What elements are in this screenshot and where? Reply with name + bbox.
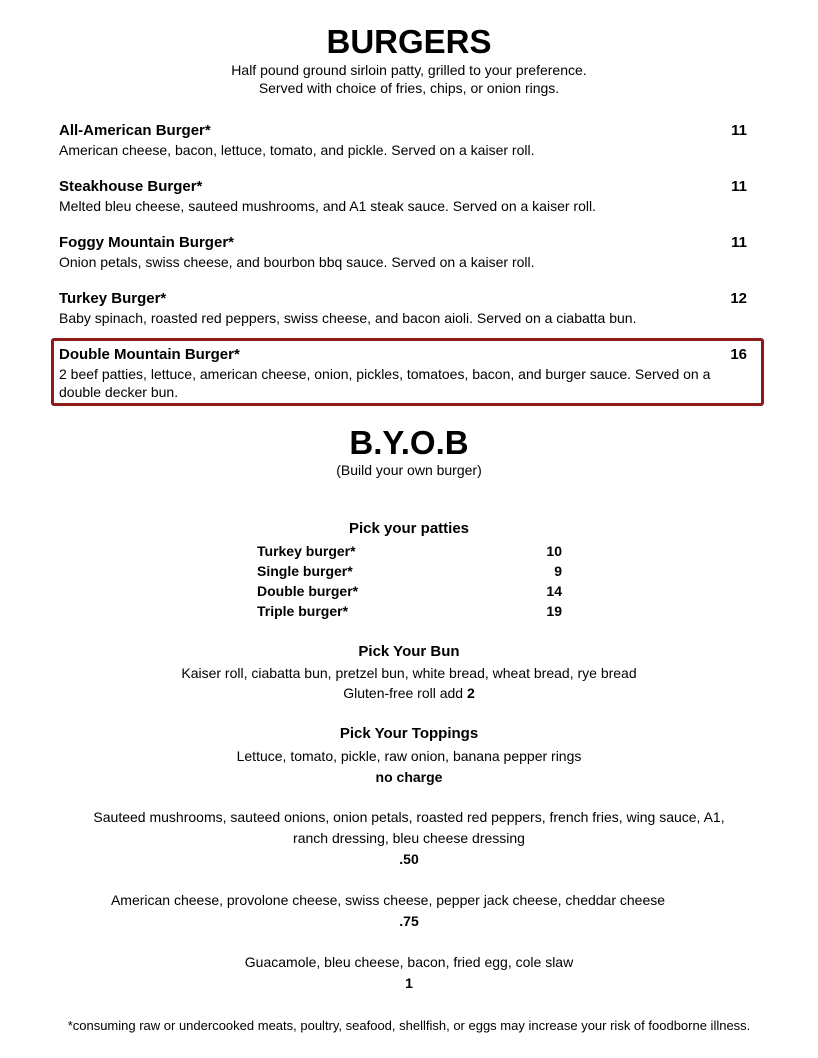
patties-heading: Pick your patties [348, 520, 470, 537]
gluten-free-line [0, 683, 818, 703]
menu-item-turkey [59, 290, 749, 327]
toppings-group-1: Guacamole, bleu cheese, bacon, fried egg, cole slaw [244, 954, 574, 970]
menu-item-name: Turkey Burger* [59, 290, 167, 307]
menu-item-price: 16 [730, 346, 747, 363]
menu-item-foggy-mountain [59, 234, 749, 271]
patty-name: Double burger* [257, 583, 359, 599]
burgers-subtitle [0, 61, 818, 97]
menu-item-desc: Baby spinach, roasted red peppers, swiss cheese, and bacon aioli. Served on a ciabatta bun. [59, 310, 637, 326]
patty-price: 14 [546, 583, 562, 599]
byob-title: B.Y.O.B [349, 424, 469, 461]
menu-item-price: 11 [731, 122, 747, 139]
toppings-group-free: Lettuce, tomato, pickle, raw onion, banana pepper rings [236, 748, 582, 764]
menu-item-double-mountain [59, 346, 749, 401]
toppings-price-free: no charge [375, 769, 443, 785]
bun-heading: Pick Your Bun [358, 643, 460, 660]
bun-options: Kaiser roll, ciabatta bun, pretzel bun, white bread, wheat bread, rye bread [181, 665, 637, 681]
menu-item-desc: American cheese, bacon, lettuce, tomato, and pickle. Served on a kaiser roll. [59, 142, 535, 158]
patty-row [257, 562, 562, 580]
patty-name: Turkey burger* [257, 543, 356, 559]
menu-item-name: Double Mountain Burger* [59, 346, 240, 363]
burgers-title: BURGERS [326, 23, 492, 60]
toppings-price-1: 1 [405, 975, 413, 991]
menu-item-desc: Melted bleu cheese, sauteed mushrooms, and A1 steak sauce. Served on a kaiser roll. [59, 198, 596, 214]
patty-price: 9 [554, 563, 562, 579]
patty-price: 10 [546, 543, 562, 559]
gluten-free-price: 2 [466, 685, 475, 701]
patty-row [257, 542, 562, 560]
burgers-subtitle-line1: Half pound ground sirloin patty, grilled to your preference. [231, 62, 587, 78]
menu-item-desc: Onion petals, swiss cheese, and bourbon bbq sauce. Served on a kaiser roll. [59, 254, 535, 270]
toppings-heading: Pick Your Toppings [339, 725, 479, 742]
menu-item-steakhouse [59, 178, 749, 215]
toppings-group-50-line2: ranch dressing, bleu cheese dressing [293, 830, 525, 846]
burgers-subtitle-line2: Served with choice of fries, chips, or onion rings. [258, 80, 560, 96]
menu-item-name: Steakhouse Burger* [59, 178, 203, 195]
patty-row [257, 602, 562, 620]
menu-item-price: 11 [731, 234, 747, 251]
menu-item-price: 12 [730, 290, 747, 307]
menu-item-all-american [59, 122, 749, 159]
byob-subtitle: (Build your own burger) [336, 462, 482, 478]
patty-row [257, 582, 562, 600]
toppings-group-50: Sauteed mushrooms, sauteed onions, onion petals, roasted red peppers, french fries, wing sauce, A1, [93, 809, 725, 825]
toppings-price-75: .75 [399, 913, 419, 929]
menu-item-desc: 2 beef patties, lettuce, american cheese, onion, pickles, tomatoes, bacon, and burger sauce. Served on a double decker bun. [59, 366, 711, 400]
toppings-group-75: American cheese, provolone cheese, swiss cheese, pepper jack cheese, cheddar cheese [110, 892, 666, 908]
menu-item-name: Foggy Mountain Burger* [59, 234, 234, 251]
patty-price: 19 [546, 603, 562, 619]
toppings-price-50: .50 [399, 851, 419, 867]
menu-item-name: All-American Burger* [59, 122, 211, 139]
gluten-free-text: Gluten-free roll add [343, 685, 464, 701]
footnote: *consuming raw or undercooked meats, poultry, seafood, shellfish, or eggs may increase your risk of foodborne illness. [67, 1018, 751, 1033]
menu-item-price: 11 [731, 178, 747, 195]
patty-name: Triple burger* [257, 603, 349, 619]
patty-name: Single burger* [257, 563, 353, 579]
